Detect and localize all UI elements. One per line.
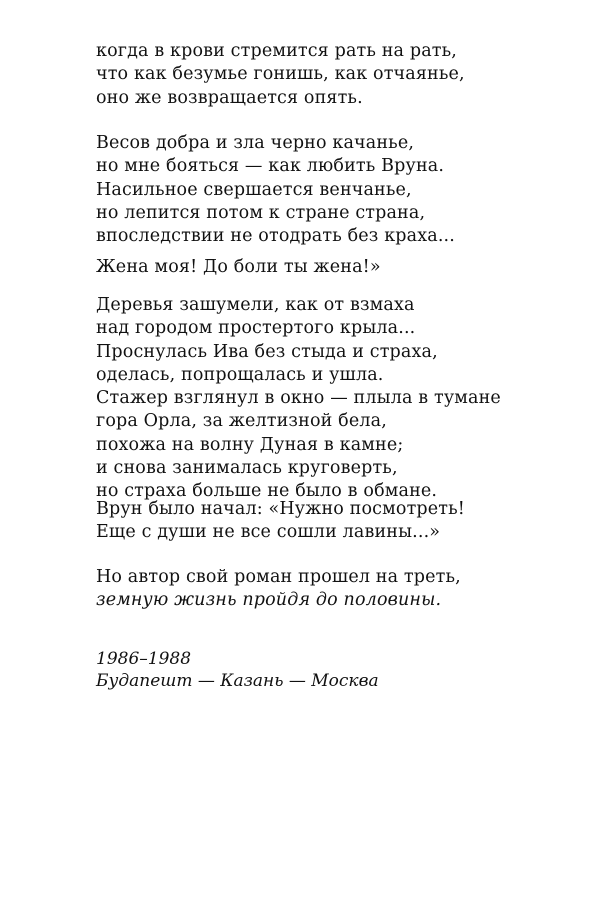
dateline	[96, 648, 496, 692]
stanza-5	[96, 498, 596, 545]
verse-line: над городом простертого крыла...	[96, 318, 416, 339]
verse-line: что как безумье гонишь, как отчаянье,	[96, 64, 465, 85]
verse-line: когда в крови стремится рать на рать,	[96, 41, 458, 61]
dateline-years: 1986–1988	[96, 649, 192, 669]
stanza-2	[96, 132, 596, 248]
stanza-6	[96, 566, 596, 613]
verse-line: но мне бояться — как любить Вруна.	[96, 156, 445, 177]
stanza-1	[96, 40, 596, 110]
dateline-places: Будапешт — Казань — Москва	[96, 671, 379, 691]
verse-line: Деревья зашумели, как от взмаха	[96, 295, 415, 315]
verse-line: Весов добра и зла черно качанье,	[96, 133, 415, 153]
verse-line: но лепится потом к стране страна,	[96, 202, 426, 223]
verse-line: оделась, попрощалась и ушла.	[96, 364, 384, 385]
verse-line: Жена моя! До боли ты жена!»	[96, 257, 381, 277]
verse-line: Стажер взглянул в окно — плыла в тумане	[96, 388, 501, 409]
verse-line: и снова занималась круговерть,	[96, 458, 398, 479]
verse-line: гора Орла, за желтизной бела,	[96, 411, 387, 432]
verse-line: Насильное свершается венчанье,	[96, 179, 412, 200]
verse-line: но страха больше не было в обмане.	[96, 481, 438, 502]
verse-line: Но автор свой роман прошел на треть,	[96, 567, 461, 587]
verse-line-italic: земную жизнь пройдя до половины.	[96, 590, 442, 611]
verse-line: Врун было начал: «Нужно посмотреть!	[96, 499, 465, 519]
verse-line: похожа на волну Дуная в камне;	[96, 434, 404, 455]
verse-line: оно же возвращается опять.	[96, 87, 363, 108]
verse-line: Еще с души не все сошли лавины...»	[96, 522, 441, 543]
verse-line: Проснулась Ива без стыда и страха,	[96, 341, 438, 362]
verse-line: впоследствии не отодрать без краха...	[96, 226, 455, 247]
stanza-4	[96, 294, 596, 504]
stanza-3	[96, 256, 596, 279]
